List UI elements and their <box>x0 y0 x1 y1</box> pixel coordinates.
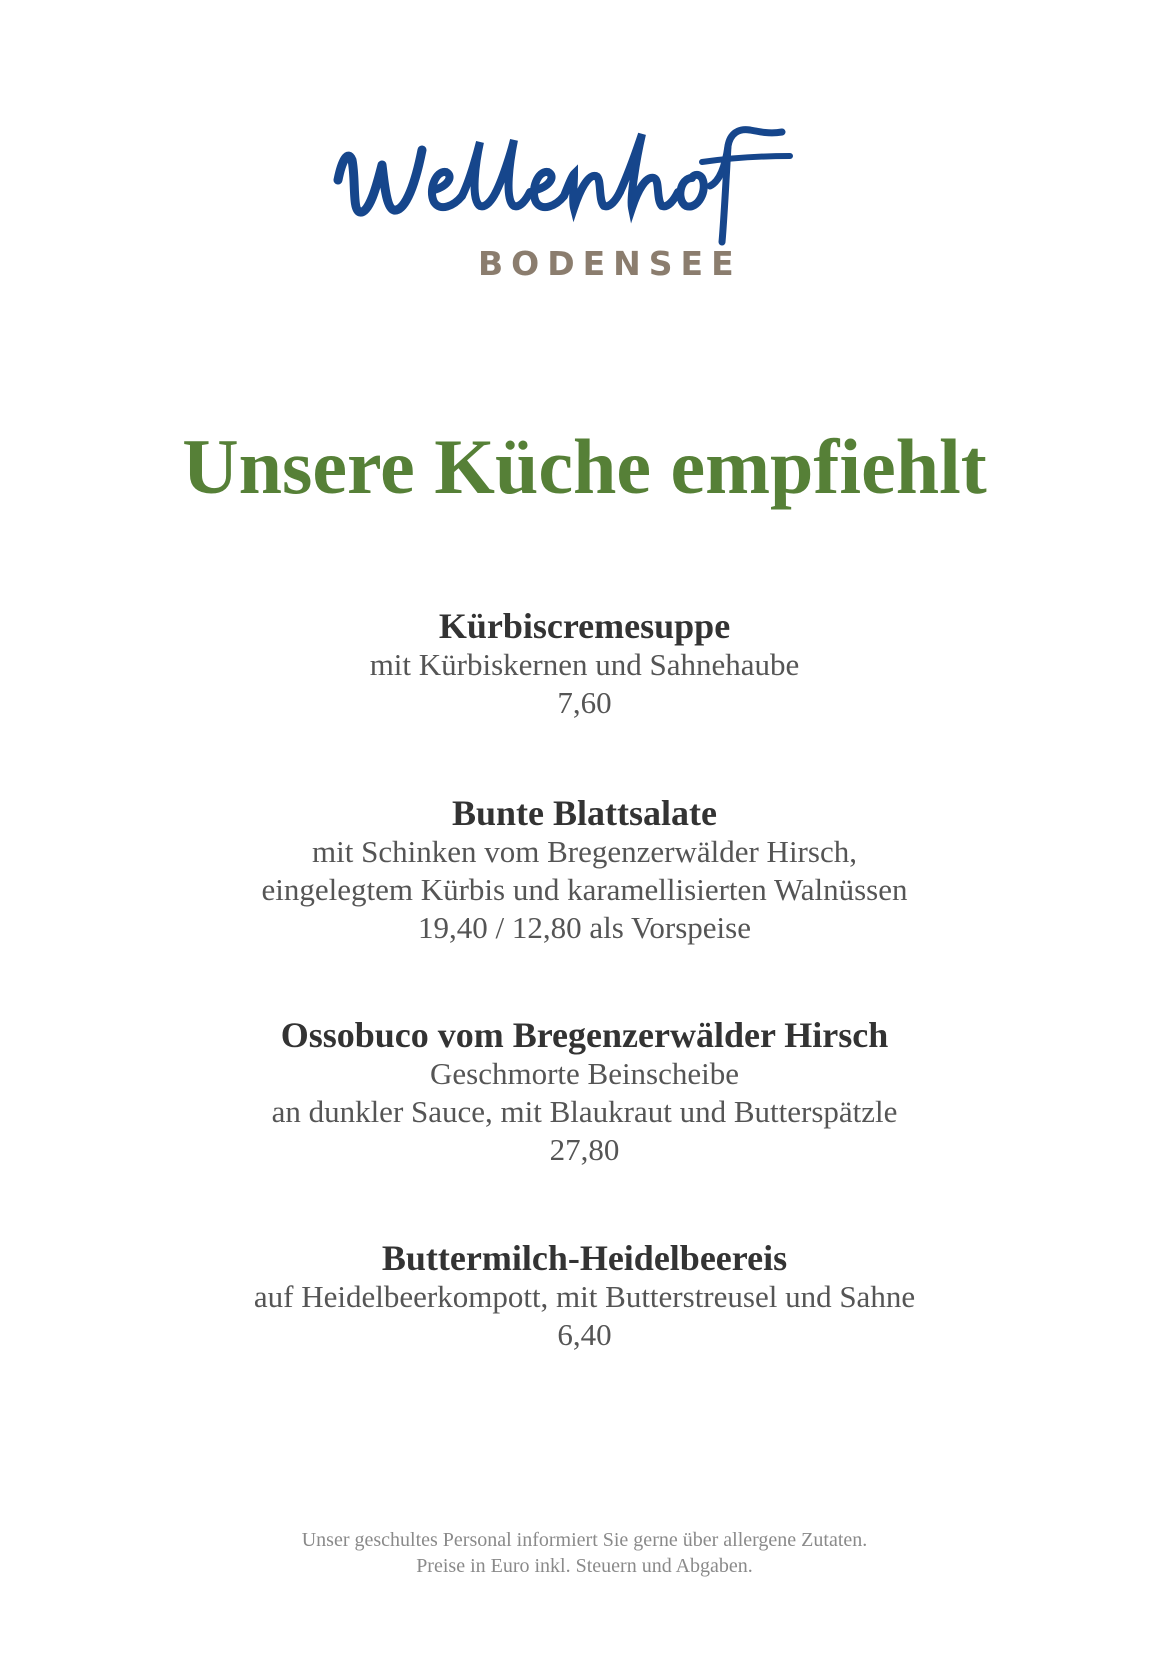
dish-item <box>0 606 1169 722</box>
dish-item <box>0 1015 1169 1169</box>
dish-price: 7,60 <box>557 685 612 720</box>
dish-item <box>0 793 1169 947</box>
dish-name: Kürbiscremesuppe <box>438 606 731 646</box>
footer-note <box>0 1527 1169 1579</box>
dish-name: Buttermilch-Heidelbeereis <box>381 1238 788 1278</box>
logo-subtitle: BODENSEE <box>478 244 742 283</box>
dish-description: Geschmorte Beinscheibe <box>429 1056 740 1091</box>
allergen-note: Unser geschultes Personal informiert Sie gerne über allergene Zutaten. <box>301 1529 868 1551</box>
dish-description: eingelegtem Kürbis und karamellisierten Walnüssen <box>261 872 908 907</box>
dish-description: mit Schinken vom Bregenzerwälder Hirsch, <box>312 834 857 869</box>
dish-name: Ossobuco vom Bregenzerwälder Hirsch <box>280 1015 889 1055</box>
page-title: Unsere Küche empfiehlt <box>182 423 987 510</box>
price-note: Preise in Euro inkl. Steuern und Abgaben. <box>416 1555 753 1577</box>
dish-price: 6,40 <box>557 1317 612 1352</box>
dish-description: an dunkler Sauce, mit Blaukraut und Butterspätzle <box>271 1094 898 1129</box>
dish-description: auf Heidelbeerkompott, mit Butterstreusel und Sahne <box>253 1279 916 1314</box>
dish-description: mit Kürbiskernen und Sahnehaube <box>369 647 800 682</box>
dish-item <box>0 1238 1169 1354</box>
wellenhof-wordmark <box>330 120 850 250</box>
dish-price: 19,40 / 12,80 als Vorspeise <box>418 910 751 945</box>
wellenhof-logo <box>330 120 850 290</box>
dish-name: Bunte Blattsalate <box>452 793 717 833</box>
dish-price: 27,80 <box>549 1132 620 1167</box>
